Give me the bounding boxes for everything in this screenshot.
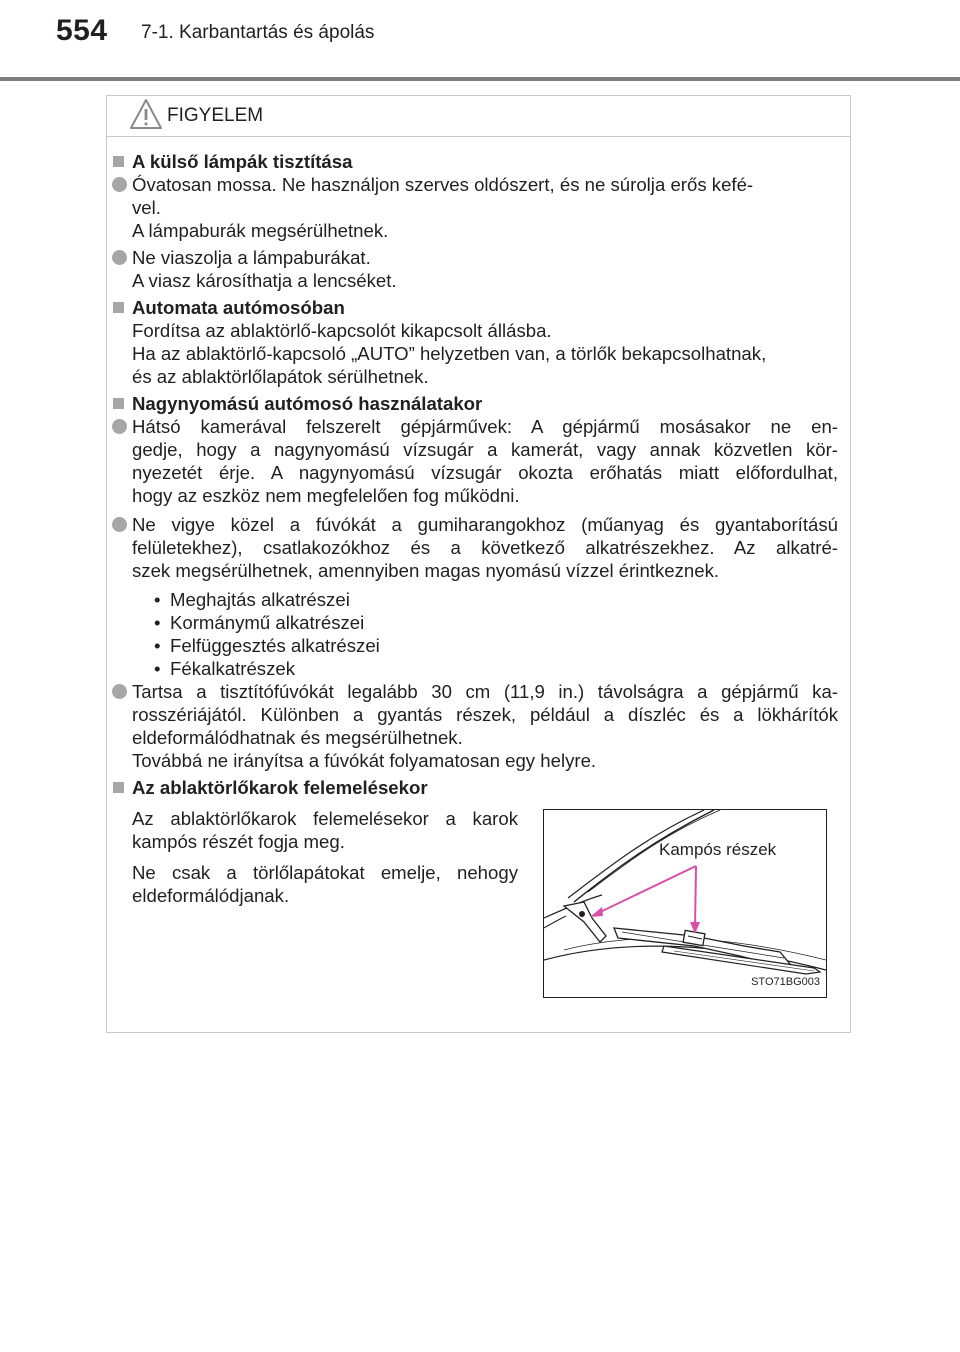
page-number: 554: [56, 14, 108, 47]
bullet-dot-icon: [112, 517, 127, 532]
wiper-illustration: [543, 809, 827, 998]
section-title: Automata autómosóban: [132, 297, 345, 318]
sub-list-item: [107, 611, 850, 634]
text-line: Óvatosan mossa. Ne használjon szerves oldószert, és ne súrolja erős kefé-: [132, 174, 754, 195]
text-line: A viasz károsíthatja a lencséket.: [132, 270, 397, 291]
figure-code: STO71BG003: [751, 976, 820, 988]
sub-item-text: Felfüggesztés alkatrészei: [170, 635, 380, 656]
bullet-item: [107, 680, 838, 772]
sub-item-text: Meghajtás alkatrészei: [170, 589, 350, 610]
chapter-title: 7-1. Karbantartás és ápolás: [141, 22, 375, 43]
bullet-item: [107, 513, 838, 582]
wiper-figure-row: [107, 807, 850, 1007]
wiper-instructions: [132, 807, 518, 907]
sub-list-item: [107, 657, 850, 680]
text-line: Továbbá ne irányítsa a fúvókát folyamatosan egy helyre.: [132, 750, 597, 771]
text-line: szek megsérülhetnek, amennyiben magas nyomású vízzel érintkeznek.: [132, 560, 720, 581]
sub-bullet-icon: •: [154, 635, 161, 656]
text-line: Ha az ablaktörlő-kapcsoló „AUTO” helyzetben van, a törlők bekapcsolhatnak,: [132, 343, 767, 364]
section-carwash: [107, 296, 838, 388]
sub-bullet-icon: •: [154, 612, 161, 633]
bullet-item: [107, 173, 838, 242]
section-lamps: [107, 150, 838, 173]
warning-header: [107, 96, 850, 137]
text-line: Ne csak a törlőlapátokat emelje, nehogy: [132, 862, 518, 883]
sub-bullet-icon: •: [154, 589, 161, 610]
sub-list-item: [107, 634, 850, 657]
warning-content: [107, 150, 850, 1007]
text-line: felületekhez), csatlakozókhoz és a következő alkatrészekhez. Az alkatré-: [132, 537, 838, 558]
sub-list-item: [107, 588, 850, 611]
text-line: vel.: [132, 197, 161, 218]
figure-label: Kampós részek: [659, 840, 777, 859]
text-line: eldeformálódhatnak és megsérülhetnek.: [132, 727, 463, 748]
text-line: Fordítsa az ablaktörlő-kapcsolót kikapcsolt állásba.: [132, 320, 552, 341]
text-line: és az ablaktörlőlapátok sérülhetnek.: [132, 366, 429, 387]
section-title: Nagynyomású autómosó használatakor: [132, 393, 483, 414]
section-square-icon: [113, 398, 124, 409]
text-line: hogy az eszköz nem megfelelően fog működni.: [132, 485, 520, 506]
warning-title: FIGYELEM: [167, 105, 264, 126]
sub-item-text: Fékalkatrészek: [170, 658, 296, 679]
sub-list: [107, 588, 850, 680]
header-rule: [0, 77, 960, 81]
section-square-icon: [113, 302, 124, 313]
sub-item-text: Kormánymű alkatrészei: [170, 612, 365, 633]
text-line: A lámpaburák megsérülhetnek.: [132, 220, 389, 241]
warning-box: [106, 95, 851, 1033]
bullet-item: [107, 415, 838, 507]
text-line: kampós részét fogja meg.: [132, 831, 345, 852]
section-title: Az ablaktörlőkarok felemelésekor: [132, 777, 428, 798]
section-wipers: [107, 776, 838, 799]
bullet-dot-icon: [112, 250, 127, 265]
bullet-item: [107, 246, 838, 292]
section-square-icon: [113, 156, 124, 167]
section-title: A külső lámpák tisztítása: [132, 151, 353, 172]
text-line: Tartsa a tisztítófúvókát legalább 30 cm (11,9 in.) távolságra a gépjármű ka-: [132, 681, 838, 702]
text-line: Hátsó kamerával felszerelt gépjárművek: A gépjármű mosásakor ne en-: [132, 416, 838, 437]
text-line: nyezetét érje. A nagynyomású vízsugár okozta erőhatás miatt előfordulhat,: [132, 462, 838, 483]
text-line: rosszériájától. Különben a gyantás részek, például a díszléc és a lökhárítók: [132, 704, 838, 725]
text-line: Ne vigye közel a fúvókát a gumiharangokhoz (műanyag és gyantaborítású: [132, 514, 838, 535]
text-line: Az ablaktörlőkarok felemelésekor a karok: [132, 808, 518, 829]
text-line: Ne viaszolja a lámpaburákat.: [132, 247, 371, 268]
bullet-dot-icon: [112, 177, 127, 192]
sub-bullet-icon: •: [154, 658, 161, 679]
bullet-dot-icon: [112, 419, 127, 434]
text-line: gedje, hogy a nagynyomású vízsugár a kamerát, vagy annak közvetlen kör-: [132, 439, 838, 460]
section-high-pressure: [107, 392, 838, 415]
bullet-dot-icon: [112, 684, 127, 699]
text-line: eldeformálódjanak.: [132, 885, 290, 906]
warning-triangle-icon: [129, 98, 163, 130]
section-square-icon: [113, 782, 124, 793]
